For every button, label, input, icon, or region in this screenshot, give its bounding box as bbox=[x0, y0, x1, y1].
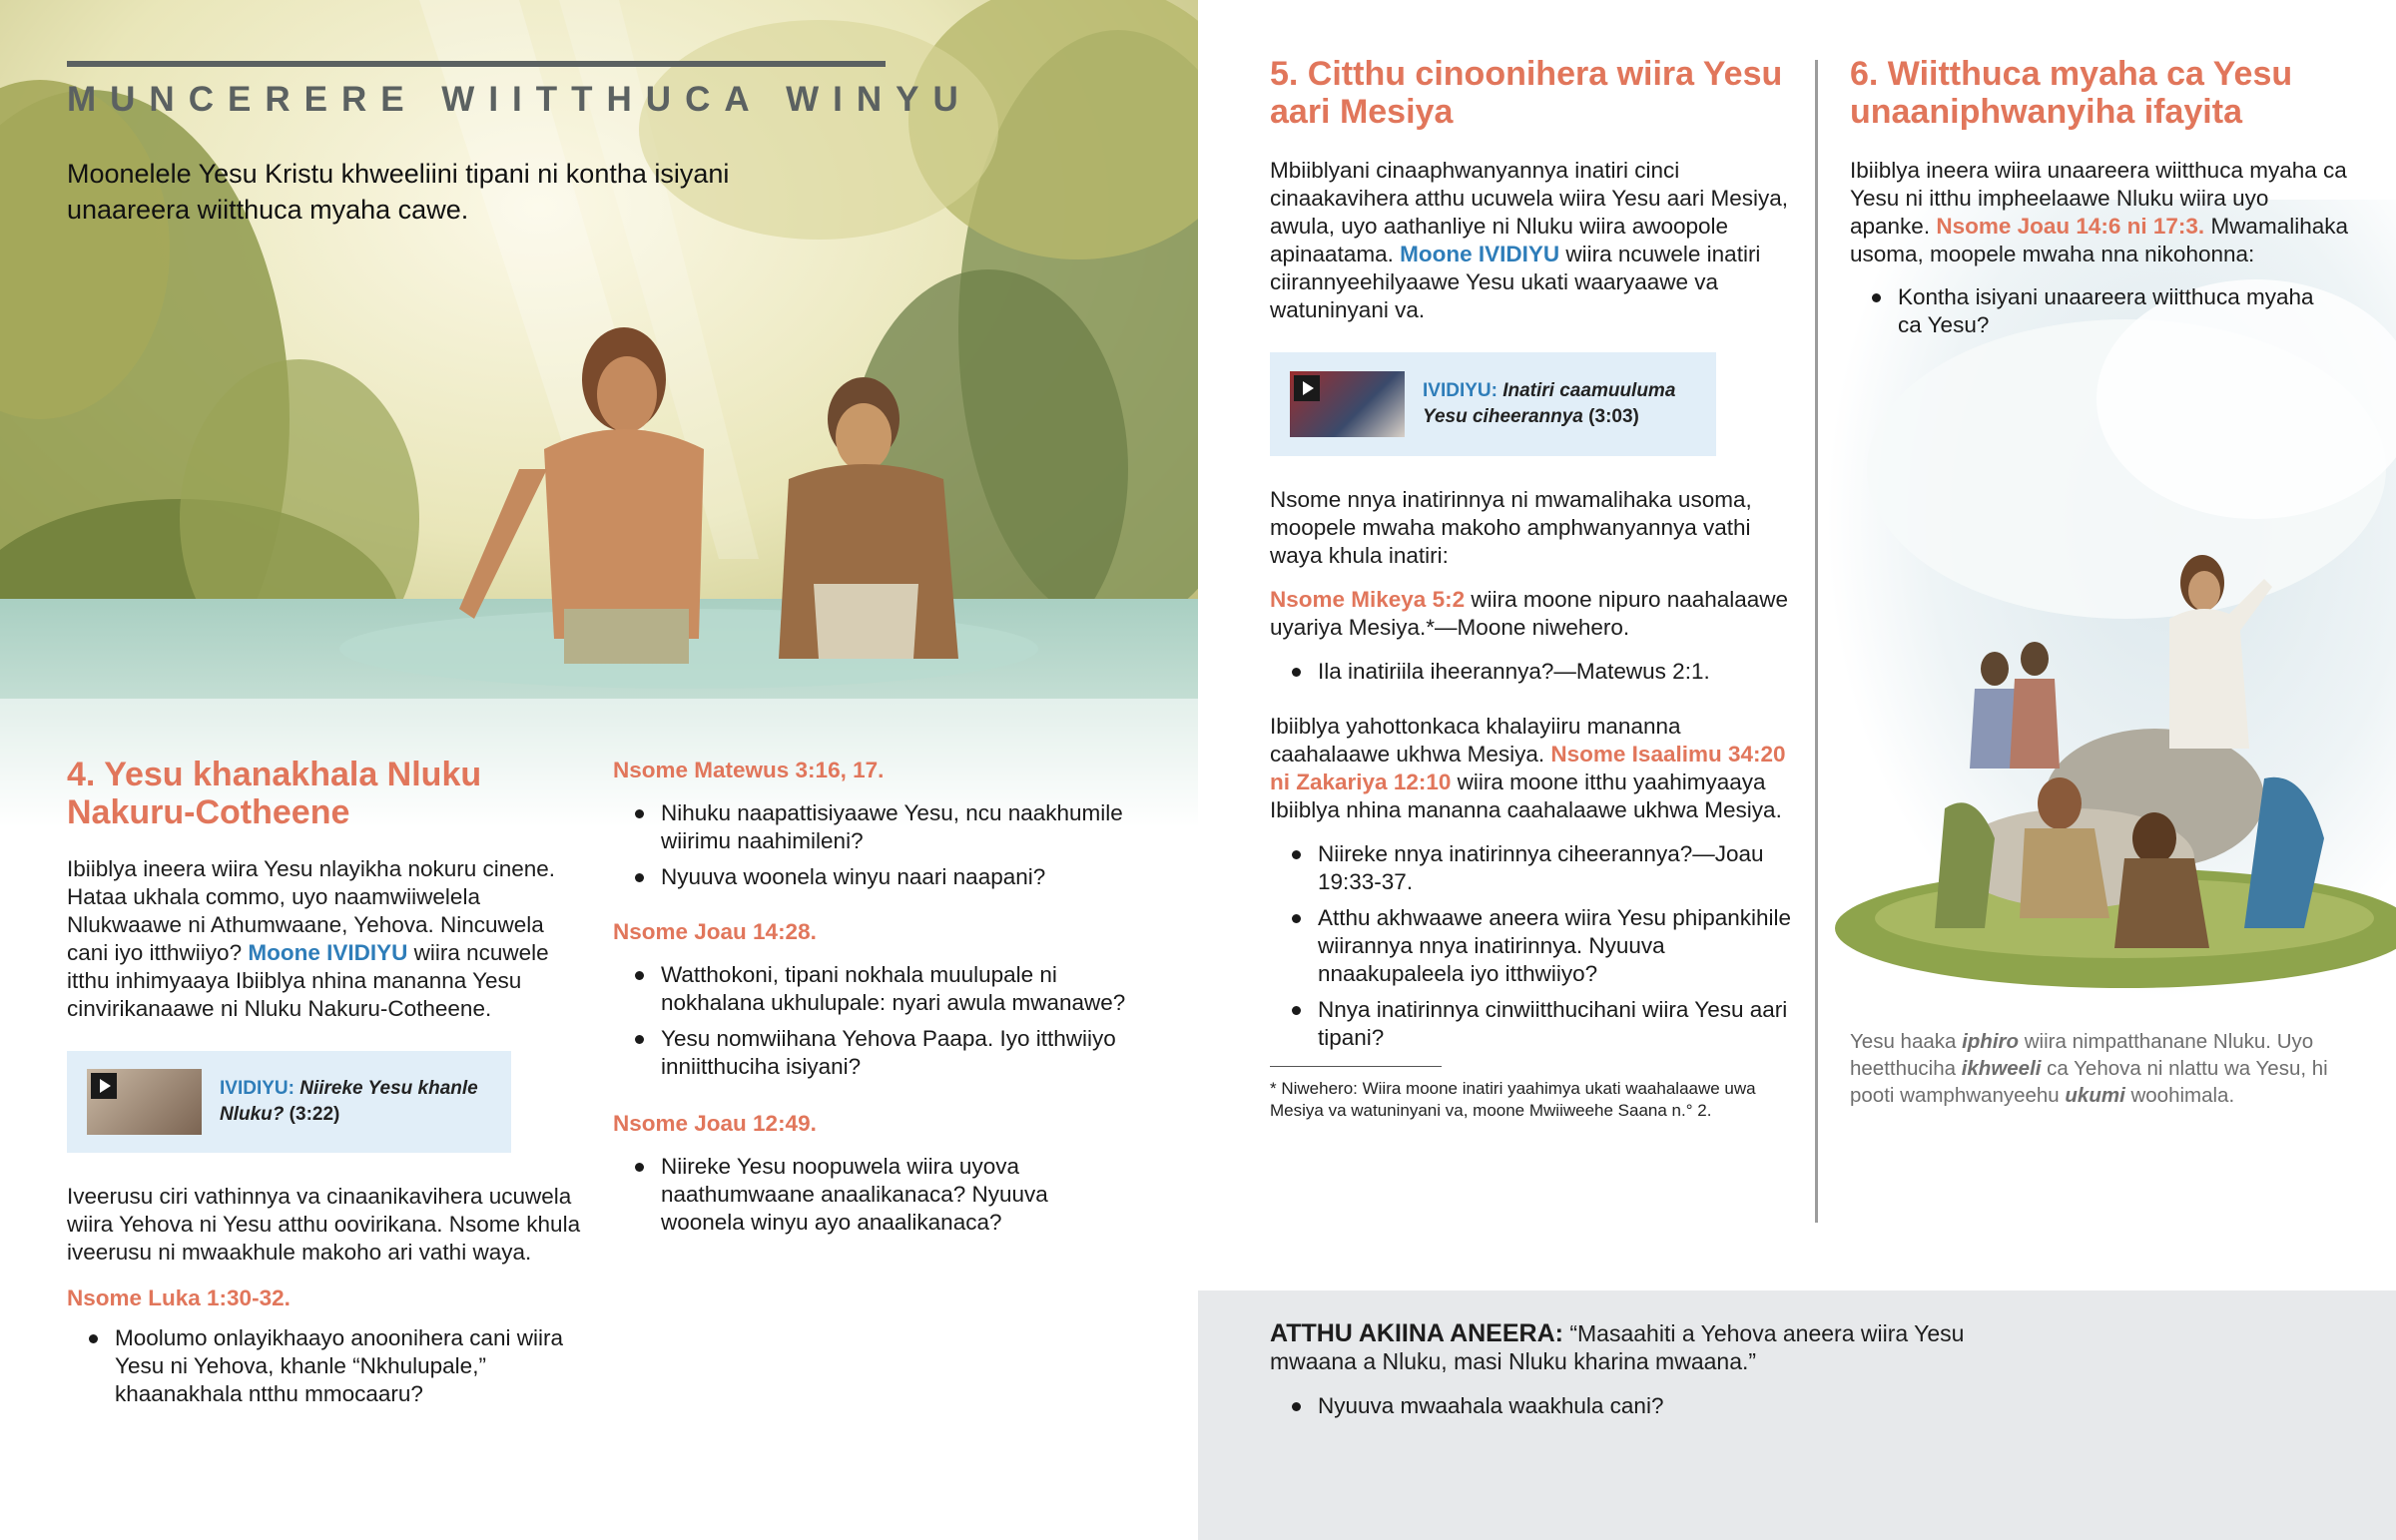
question-list-5b bbox=[1270, 840, 1799, 1060]
section-5-paragraph-3: Nsome Mikeya 5:2 wiira moone nipuro naahalaawe uyariya Mesiya.*—Moone niwehero. bbox=[1270, 587, 1789, 640]
section-5-paragraph: Mbiiblyani cinaaphwanyannya inatiri cinci cinaakavihera atthu ucuwela wiira Yesu aari Mesiya, awula, uyo aathanliye ni Nluku wiira awoopole apinaatama. Moone IVIDIYU wiira ncuwele inatiri ciirannyeehilyaawe Yesu ukati waaryaawe va watuninyani va. bbox=[1270, 158, 1789, 322]
illustration-caption: Yesu haaka iphiro wiira nimpatthanane Nluku. Uyo heetthuciha ikhweeli ca Yehova ni nlattu wa Yesu, hi pooti wamphwanyeehu ukumi woohimala. bbox=[1850, 1030, 2328, 1107]
scripture-ref-joau-14-6[interactable]: Nsome Joau 14:6 ni 17:3. bbox=[1936, 214, 2205, 239]
sermon-illustration bbox=[1825, 539, 2396, 998]
section-4-title: 4. Yesu khanakhala Nluku Nakuru-Cotheene bbox=[67, 756, 482, 831]
scripture-ref-matewus[interactable]: Nsome Matewus 3:16, 17. bbox=[613, 758, 885, 782]
scripture-ref-mikeya[interactable]: Nsome Mikeya 5:2 bbox=[1270, 587, 1466, 612]
video-thumbnail[interactable] bbox=[87, 1069, 202, 1135]
scripture-ref-joau-14[interactable]: Nsome Joau 14:28. bbox=[613, 919, 817, 944]
video-card[interactable]: IVIDIYU: Inatiri caamuuluma Yesu ciheerannya (3:03) bbox=[1270, 352, 1716, 456]
question-item: Nyuuva mwaahala waakhula cani? bbox=[1270, 1392, 1969, 1420]
question-list-5a bbox=[1270, 658, 1799, 694]
question-list-2 bbox=[613, 799, 1132, 899]
section-4-paragraph: Ibiiblya ineera wiira Yesu nlayikha nokuru cinene. Hataa ukhala commo, uyo naamwiiwelela Nlukwaawe ni Athumwaane, Yehova. Nincuwela cani iyo itthwiiyo? Moone IVIDIYU wiira ncuwele itthu inhimyaaya Ibiiblya nhina mananna Yesu cinvirikanaawe ni Nluku Nakuru-Cotheene. bbox=[67, 856, 556, 1021]
section-6-paragraph: Ibiiblya ineera wiira unaareera wiitthuca myaha ca Yesu ni itthu impheelaawe Nluku wiira uyo apanke. Nsome Joau 14:6 ni 17:3. Mwamalihaka usoma, moopele mwaha nna nikohonna: bbox=[1850, 158, 2348, 266]
question-list-6 bbox=[1850, 283, 2329, 347]
question-item: Niireke nnya inatirinnya ciheerannya?—Joau 19:33-37. bbox=[1270, 840, 1799, 896]
scripture-ref-isaalimu[interactable]: Nsome Isaalimu 34:20 ni Zakariya 12:10 bbox=[1270, 742, 1786, 794]
scripture-ref-luka[interactable]: Nsome Luka 1:30-32. bbox=[67, 1285, 291, 1310]
question-item: Atthu akhwaawe aneera wiira Yesu phipankihile wiirannya nnya inatirinnya. Nyuuva nnaakupaleela iyo itthwiiyo? bbox=[1270, 904, 1799, 988]
header-rule bbox=[67, 61, 886, 67]
baptism-illustration bbox=[0, 0, 1198, 828]
question-item: Niireke Yesu noopuwela wiira uyova naathumwaane anaalikanaca? Nyuuva woonela winyu ayo anaalikanaca? bbox=[613, 1153, 1132, 1237]
section-5-paragraph-4: Ibiiblya yahottonkaca khalayiiru mananna caahalaawe ukhwa Mesiya. Nsome Isaalimu 34:20 ni Zakariya 12:10 wiira moone itthu yaahimyaaya Ibiiblya nhina mananna caahalaawe ukhwa Mesiya. bbox=[1270, 714, 1786, 822]
others-say-label: ATTHU AKIINA ANEERA: bbox=[1270, 1319, 1563, 1347]
question-item: Watthokoni, tipani nokhala muulupale ni nokhalana ukhulupale: nyari awula mwanawe? bbox=[613, 961, 1132, 1017]
video-thumbnail[interactable] bbox=[1290, 371, 1405, 437]
question-item: Nnya inatirinnya cinwiitthucihani wiira Yesu aari tipani? bbox=[1270, 996, 1799, 1052]
footnote-rule bbox=[1270, 1066, 1442, 1067]
question-item: Kontha isiyani unaareera wiitthuca myaha ca Yesu? bbox=[1850, 283, 2329, 339]
others-say-text: ATTHU AKIINA ANEERA: “Masaahiti a Yehova aneera wiira Yesu mwaana a Nluku, masi Nluku kharina mwaana.” bbox=[1270, 1319, 1965, 1374]
play-icon bbox=[1294, 375, 1320, 401]
intro-text: Moonelele Yesu Kristu khweeliini tipani ni kontha isiyani unaareera wiitthuca myaha cawe. bbox=[67, 159, 730, 225]
section-kicker: MUNCERERE WIITTHUCA WINYU bbox=[67, 80, 972, 119]
section-4-paragraph-2: Iveerusu ciri vathinnya va cinaanikavihera ucuwela wiira Yehova ni Yesu atthu oovirikana. Nsome khula iveerusu ni mwaakhule makoho ari vathi waya. bbox=[67, 1184, 581, 1265]
question-item: Ila inatiriila iheerannya?—Matewus 2:1. bbox=[1270, 658, 1799, 686]
question-list-1 bbox=[67, 1324, 596, 1416]
video-card[interactable]: IVIDIYU: Niireke Yesu khanle Nluku? (3:22) bbox=[67, 1051, 511, 1153]
section-6-title: 6. Wiitthuca myaha ca Yesu unaaniphwanyiha ifayita bbox=[1850, 55, 2293, 131]
question-list-3 bbox=[613, 961, 1132, 1089]
column-divider bbox=[1815, 60, 1818, 1223]
video-link[interactable]: Moone IVIDIYU bbox=[248, 940, 408, 965]
question-item: Nyuuva woonela winyu naari naapani? bbox=[613, 863, 1132, 891]
question-list-others bbox=[1270, 1392, 1969, 1428]
footnote: * Niwehero: Wiira moone inatiri yaahimya ukati waahalaawe uwa Mesiya va watuninyani va, moone Mwiiweehe Saana n.° 2. bbox=[1270, 1079, 1756, 1120]
play-icon bbox=[91, 1073, 117, 1099]
question-item: Moolumo onlayikhaayo anoonihera cani wiira Yesu ni Yehova, khanle “Nkhulupale,” khaanakhala ntthu mmocaaru? bbox=[67, 1324, 596, 1408]
question-item: Nihuku naapattisiyaawe Yesu, ncu naakhumile wiirimu naahimileni? bbox=[613, 799, 1132, 855]
section-5-title: 5. Citthu cinoonihera wiira Yesu aari Mesiya bbox=[1270, 55, 1783, 131]
question-list-4 bbox=[613, 1153, 1132, 1245]
section-5-paragraph-2: Nsome nnya inatirinnya ni mwamalihaka usoma, moopele mwaha makoho amphwanyannya vathi waya khula inatiri: bbox=[1270, 487, 1752, 568]
question-item: Yesu nomwiihana Yehova Paapa. Iyo itthwiiyo inniitthuciha isiyani? bbox=[613, 1025, 1132, 1081]
scripture-ref-joau-12[interactable]: Nsome Joau 12:49. bbox=[613, 1111, 817, 1136]
video-link[interactable]: Moone IVIDIYU bbox=[1400, 242, 1560, 266]
